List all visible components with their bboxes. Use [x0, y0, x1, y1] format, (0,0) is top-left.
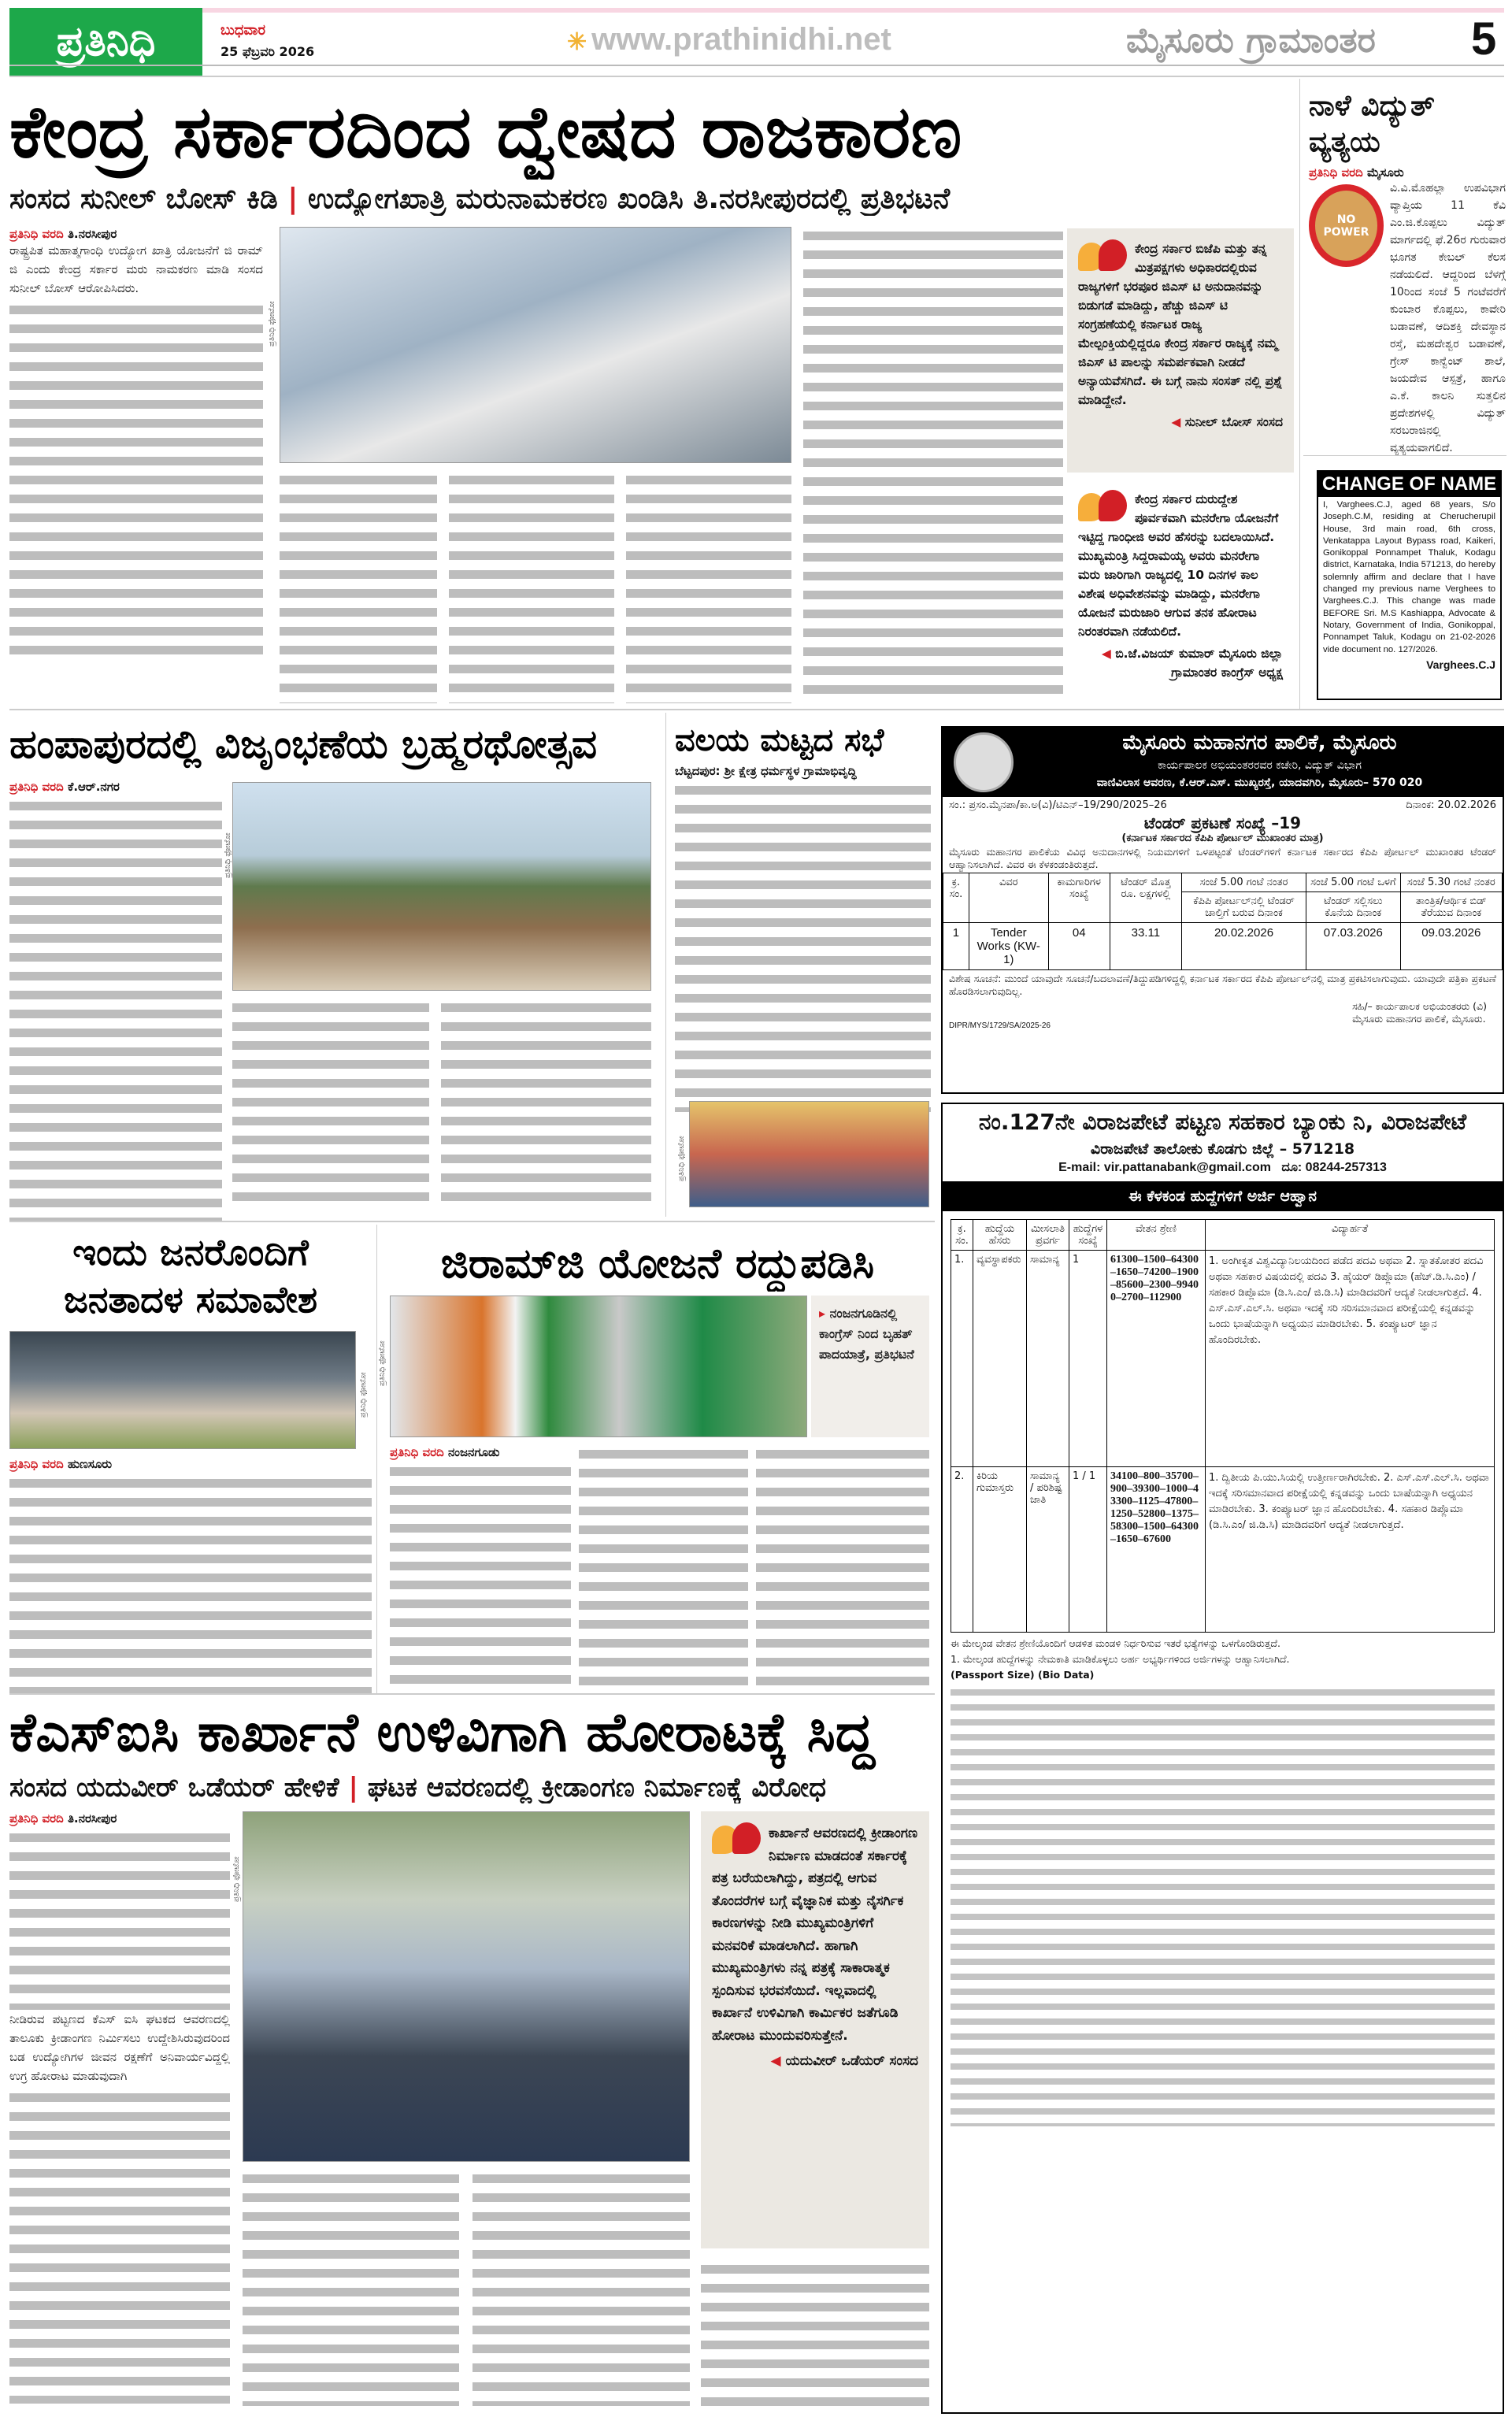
article-text-block [9, 1474, 372, 1695]
jds-article [9, 1457, 372, 1695]
th: ಸಂಜೆ 5.30 ಗಂಟೆ ನಂತರ [1400, 873, 1502, 892]
byline-place: ಕೆ.ಆರ್.ನಗರ [67, 780, 120, 794]
issue-date: 25 ಫೆಬ್ರವರಿ 2026 [220, 44, 315, 59]
th: ಕೆಪಿಪಿ ಪೋರ್ಟಲ್‌ನಲ್ಲಿ ಟೆಂಡರ್ ಚಾಲ್ತಿಗೆ ಬರುವ ದಿನಾಂಕ [1182, 892, 1306, 923]
cell: 04 [1048, 923, 1110, 970]
th: ತಾಂತ್ರಿಕ/ಆರ್ಥಿಕ ಬಿಡ್ ತೆರೆಯುವ ದಿನಾಂಕ [1400, 892, 1502, 923]
column-divider [376, 1225, 377, 1693]
signatory: ಸಹಿ/– ಕಾರ್ಯಪಾಲಕ ಅಭಿಯಂತರರು (ವಿ) [1352, 1000, 1487, 1012]
photo-credit: ಪ್ರತಿನಿಧಿ ಫೋಟೋ [359, 1372, 368, 1418]
quote-attribution: ◀ ಬಿ.ಜೆ.ವಿಜಯ್ ಕುಮಾರ್ ಮೈಸೂರು ಜಿಲ್ಲಾ ಗ್ರಾಮಾಂತರ ಕಾಂಗ್ರೆಸ್ ಅಧ್ಯಕ್ಷ [1078, 644, 1283, 682]
power-text: ವಿ.ವಿ.ಮೊಹಲ್ಲಾ ಉಪವಿಭಾಗ ವ್ಯಾಪ್ತಿಯ 11 ಕೆವಿ ಎಂ.ಜಿ.ಕೊಪ್ಪಲು ವಿದ್ಯುತ್ ಮಾರ್ಗದಲ್ಲಿ ಫೆ.26ರ ಗುರುವಾರ ಭೂಗತ ಕೇಬಲ್ ಕೆಲಸ ನಡೆಯಲಿದೆ. ಆದ್ದರಿಂದ ಬೆಳಗ್ಗೆ 10ರಿಂದ ಸಂಜೆ 5 ಗಂಟೆವರೆಗೆ ಕುಂಬಾರ ಕೊಪ್ಪಲು, ಕಾವೇರಿ ಬಡಾವಣೆ, ಆದಿಶಕ್ತಿ ದೇವಸ್ಥಾನ ರಸ್ತೆ, ಮಹದೇಶ್ವರ ಬಡಾವಣೆ, ಗ್ರೇಸ್ ಕಾನ್ವೆಂಟ್ ಶಾಲೆ, ಜಯದೇವ ಆಸ್ಪತ್ರೆ, ಹಾಗೂ ಎ.ಕೆ. ಕಾಲನಿ ಸುತ್ತಲಿನ ಪ್ರದೇಶಗಳಲ್ಲಿ ವಿದ್ಯುತ್ ಸರಬರಾಜಿನಲ್ಲಿ ವ್ಯತ್ಯಯವಾಗಲಿದೆ. [1390, 182, 1506, 454]
byline-tag: ಪ್ರತಿನಿಧಿ ವರದಿ [9, 1457, 64, 1471]
lead-photo-protest [280, 227, 791, 463]
article-text-block [390, 1462, 571, 1691]
star-icon: ✳ [567, 29, 587, 55]
tender-notice-ad [941, 726, 1504, 1094]
cell: 1 [1069, 1251, 1107, 1467]
cell: ಸಾಮಾನ್ಯ / ಪರಿಶಿಷ್ಟ ಜಾತಿ [1027, 1467, 1069, 1633]
th: ಸಂಜೆ 5.00 ಗಂಟೆ ಒಳಗೆ [1306, 873, 1400, 892]
tender-table [943, 873, 1503, 970]
byline-place: ಹುಣಸೂರು [67, 1457, 113, 1471]
bank-footer-intro: ಈ ಮೇಲ್ಕಂಡ ವೇತನ ಶ್ರೇಣಿಯೊಂದಿಗೆ ಆಡಳಿತ ಮಂಡಳಿ ನಿರ್ಧರಿಸುವ ಇತರೆ ಭತ್ಯೆಗಳನ್ನು ಒಳಗೊಂಡಿರುತ್ತದೆ. [951, 1637, 1280, 1649]
quote-box-sunil-bose [1067, 228, 1294, 473]
subhead-left: ಸಂಸದ ಸುನೀಲ್ ಬೋಸ್ ಕಿಡಿ [9, 183, 278, 215]
bank-footer-point: 1. ಮೇಲ್ಕಂಡ ಹುದ್ದೆಗಳನ್ನು ನೇಮಕಾತಿ ಮಾಡಿಕೊಳ್ಳಲು ಅರ್ಹ ಅಭ್ಯರ್ಥಿಗಳಿಂದ ಅರ್ಜಿಗಳನ್ನು ಆಹ್ವಾನಿಸಲಾಗಿದೆ. [951, 1653, 1290, 1665]
byline [9, 227, 263, 241]
th: ಕ್ರ. ಸಂ. [943, 873, 969, 923]
article-text-block [701, 2260, 929, 2406]
ksic-intro: ನೀಡಿರುವ ಪಟ್ಟಣದ ಕೆಎಸ್ ಐಸಿ ಘಟಕದ ಆವರಣದಲ್ಲಿ ತಾಲೂಕು ಕ್ರೀಡಾಂಗಣ ನಿರ್ಮಿಸಲು ಉದ್ದೇಶಿಸಿರುವುದರಿಂದ ಬಡ ಉದ್ಯೋಗಿಗಳ ಜೀವನ ರಕ್ಷಣೆಗೆ ಅನಿವಾರ್ಯವಿದ್ದಲ್ಲಿ ಉಗ್ರ ಹೋರಾಟ ಮಾಡುವುದಾಗಿ [9, 2012, 230, 2083]
byline-place: ತಿ.ನರಸೀಪುರ [67, 227, 117, 241]
th: ಟೆಂಡರ್ ಸಲ್ಲಿಸಲು ಕೊನೆಯ ದಿನಾಂಕ [1306, 892, 1400, 923]
photo-credit: ಪ್ರತಿನಿಧಿ ಫೋಟೋ [224, 832, 232, 878]
divider [1303, 455, 1506, 456]
bank-terms-text [951, 1685, 1495, 2126]
bank-address: ವಿರಾಜಪೇಟೆ ತಾಲೋಕು ಕೊಡಗು ಜಿಲ್ಲೆ – 571218 [1090, 1140, 1355, 1158]
valaya-intro: ಬೆಟ್ಟದಪುರ: ಶ್ರೀ ಕ್ಷೇತ್ರ ಧರ್ಮಸ್ಥಳ ಗ್ರಾಮಾಭಿವೃದ್ಧಿ [675, 764, 857, 778]
quote-attribution: ◀ ಸುನೀಲ್ ಬೋಸ್ ಸಂಸದ [1078, 413, 1283, 432]
quote-text: ಕಾರ್ಖಾನೆ ಆವರಣದಲ್ಲಿ ಕ್ರೀಡಾಂಗಣ ನಿರ್ಮಾಣ ಮಾಡದಂತೆ ಸರ್ಕಾರಕ್ಕೆ ಪತ್ರ ಬರೆಯಲಾಗಿದ್ದು, ಪತ್ರದಲ್ಲಿ ಆಗುವ ತೊಂದರೆಗಳ ಬಗ್ಗೆ ವೈಜ್ಞಾನಿಕ ಮತ್ತು ನೈಸರ್ಗಿಕ ಕಾರಣಗಳನ್ನು ನೀಡಿ ಮುಖ್ಯಮಂತ್ರಿಗಳಿಗೆ ಮನವರಿಕೆ ಮಾಡಲಾಗಿದೆ. ಹಾಗಾಗಿ ಮುಖ್ಯಮಂತ್ರಿಗಳು ನನ್ನ ಪತ್ರಕ್ಕೆ ಸಾಕಾರಾತ್ಮಕ ಸ್ಪಂದಿಸುವ ಭರವಸೆಯಿದೆ. ಇಲ್ಲವಾದಲ್ಲಿ ಕಾರ್ಖಾನೆ ಉಳಿವಿಗಾಗಿ ಕಾರ್ಮಿಕರ ಜತೆಗೂಡಿ ಹೋರಾಟ ಮುಂದುವರಿಸುತ್ತೇನೆ. [712, 1826, 917, 2044]
article-text-block [9, 301, 263, 663]
tender-title: ಟೆಂಡರ್ ಪ್ರಕಟಣೆ ಸಂಖ್ಯೆ –19 [1143, 814, 1302, 832]
jiramji-article [390, 1445, 571, 1691]
bio-data-label: (Bio Data) [1038, 1669, 1095, 1681]
cell: ಕಿರಿಯ ಗುಮಾಸ್ತರು [973, 1467, 1027, 1633]
th: ಸಂಜೆ 5.00 ಗಂಟೆ ನಂತರ [1182, 873, 1306, 892]
cell: ವ್ಯವಸ್ಥಾಪಕರು [973, 1251, 1027, 1467]
article-text-block [675, 781, 931, 1112]
th: ವಿವರ [969, 873, 1048, 923]
th: ಮೀಸಲಾತಿ ಪ್ರವರ್ಗ [1027, 1220, 1069, 1251]
weekday: ಬುಧವಾರ [220, 22, 265, 39]
tender-ref: ಸಂ.: ಪ್ರಸಂ.ಮೈನಪಾ/ಕಾ.ಅ(ವಿ)/ಟಿಎನ್–19/290/2025–26 [949, 799, 1167, 811]
byline-tag: ಪ್ರತಿನಿಧಿ ವರದಿ [9, 227, 64, 241]
cell: 09.03.2026 [1400, 923, 1502, 970]
table-row [951, 1251, 1495, 1467]
ad-title: CHANGE OF NAME [1318, 472, 1500, 497]
photo-credit: ಪ್ರತಿನಿಧಿ ಫೋಟೋ [232, 1856, 241, 1902]
lead-subheadline: ಸಂಸದ ಸುನೀಲ್ ಬೋಸ್ ಕಿಡಿ | ಉದ್ಯೋಗಖಾತ್ರಿ ಮರುನಾಮಕರಣ ಖಂಡಿಸಿ ತಿ.ನರಸೀಪುರದಲ್ಲಿ ಪ್ರತಿಭಟನೆ [9, 183, 951, 215]
tender-intro: ಮೈಸೂರು ಮಹಾನಗರ ಪಾಲಿಕೆಯ ವಿವಿಧ ಅನುದಾನಗಳಲ್ಲಿ ನಿಯಮಗಳಿಗೆ ಒಳಪಟ್ಟಂತೆ ಟೆಂಡರ್‌ಗಳಿಗೆ ಕರ್ನಾಟಕ ಸರ್ಕಾರದ ಕೆಪಿಪಿ ಪೋರ್ಟಲ್ ಮುಖಾಂತರ ಟೆಂಡರ್ ಆಹ್ವಾನಿಸಲಾಗಿದೆ. ವಿವರ ಈ ಕೆಳಕಂಡಂತಿರುತ್ತದೆ. [949, 846, 1496, 870]
dipr-code: DIPR/MYS/1729/SA/2025-26 [949, 1021, 1051, 1030]
hampapura-article [9, 780, 222, 1222]
article-text-block [472, 2170, 690, 2406]
cell: 20.02.2026 [1182, 923, 1306, 970]
article-text-block [579, 1445, 748, 1689]
ad-text: I, Varghees.C.J, aged 68 years, S/o Joseph.C.M, residing at Cherucherupil House, 3rd main road, 6th cross, Venkatappa Layout Bypass road, Kaikeri, Gonikoppal Ponnampet Thaluk, Kodagu district, Karnataka, India 571213, do hereby solemnly affirm and declare that I have changed my previous name Verghees to Varghees.C.J. This change was made BEFORE Sri. M.S Kashiappa, Advocate & Notary, Government of India, Gonikoppal, Ponnampet Taluk, Kodagu on 21-02-2026 vide document no. 127/2026. [1323, 500, 1495, 654]
article-text-block [441, 999, 651, 1207]
byline-place: ತಿ.ನರಸೀಪುರ [67, 1811, 117, 1826]
ad-signature: Varghees.C.J [1426, 658, 1495, 671]
th: ವೇತನ ಶ್ರೇಣಿ [1107, 1220, 1206, 1251]
table-row [951, 1467, 1495, 1633]
byline-place: ನಂಜನಗೂಡು [447, 1445, 500, 1459]
ksic-headline: ಕೆಎಸ್‌ಐಸಿ ಕಾರ್ಖಾನೆ ಉಳಿವಿಗಾಗಿ ಹೋರಾಟಕ್ಕೆ ಸಿದ್ಧ [9, 1702, 875, 1764]
vacancy-table [951, 1219, 1495, 1633]
article-text-block [243, 2170, 459, 2406]
th: ಕ್ರ. ಸಂ. [951, 1220, 973, 1251]
divider [9, 1693, 935, 1695]
article-text-block [9, 1829, 230, 2010]
quote-icon [712, 1822, 761, 1855]
th: ಕಾಮಗಾರಿಗಳ ಸಂಖ್ಯೆ [1048, 873, 1110, 923]
tender-org: ಮೈಸೂರು ಮಹಾನಗರ ಪಾಲಿಕೆ, ಮೈಸೂರು [1122, 731, 1397, 754]
article-text-block [756, 1445, 929, 1689]
subhead-left: ಸಂಸದ ಯದುವೀರ್ ಒಡೆಯರ್ ಹೇಳಿಕೆ [9, 1772, 339, 1803]
quote-box-yaduveer [701, 1811, 929, 2248]
hampapura-headline: ಹಂಪಾಪುರದಲ್ಲಿ ವಿಜೃಂಭಣೆಯ ಬ್ರಹ್ಮರಥೋತ್ಸವ [9, 721, 598, 767]
bank-phone: ದೂ: 08244-257313 [1281, 1161, 1387, 1174]
article-text-block [626, 471, 791, 703]
tender-note: ವಿಶೇಷ ಸೂಚನೆ: ಮುಂದೆ ಯಾವುದೇ ಸೂಚನೆ/ಬದಲಾವಣೆ/ತಿದ್ದುಪಡಿಗಳಿದ್ದಲ್ಲಿ ಕರ್ನಾಟಕ ಸರ್ಕಾರದ ಕೆಪಿಪಿ ಪೋರ್ಟಲ್‌ನಲ್ಲಿ ಮಾತ್ರ ಪ್ರಕಟಿಸಲಾಗುವುದು. ಯಾವುದೇ ಪತ್ರಿಕಾ ಪ್ರಕಟಣೆ ಹೊರಡಿಸಲಾಗುವುದಿಲ್ಲ. [949, 973, 1496, 997]
power-cut-story [1309, 88, 1506, 457]
cell: 61300–1500–64300–1650–74200–1900–85600–2300–99400–2700–112900 [1107, 1251, 1206, 1467]
column-divider [665, 713, 666, 1217]
cell: 1. ಅಂಗೀಕೃತ ವಿಶ್ವವಿದ್ಯಾನಿಲಯದಿಂದ ಪಡೆದ ಪದವಿ ಅಥವಾ 2. ಸ್ನಾತಕೋತರ ಪದವಿ ಅಥವಾ ಸಹಕಾರ ವಿಷಯದಲ್ಲಿ ಪದವಿ 3. ಹೈಯರ್ ಡಿಪ್ಲೊಮಾ (ಹೆಚ್.ಡಿ.ಸಿ.ಎಂ) /ಸಹಕಾರ ಡಿಪ್ಲೊಮಾ (ಡಿ.ಸಿ.ಎಂ/ ಜಿ.ಡಿ.ಸಿ) ಮಾಡಿದವರಿಗೆ ಆದ್ಯತೆ ನೀಡಲಾಗುತ್ತದೆ. 4. ಎಸ್.ಎಸ್.ಎಲ್.ಸಿ. ಅಥವಾ ಇದಕ್ಕೆ ಸರಿ ಸರಿಸಮಾನವಾದ ಪರೀಕ್ಷೆಯಲ್ಲಿ ಕನ್ನಡವನ್ನು ಒಂದು ಭಾಷೆಯನ್ನಾಗಿ ಅಧ್ಯಯನ ಮಾಡಿರಬೇಕು. 5. ಕಂಪ್ಯೂಟರ್ ಜ್ಞಾನ ಹೊಂದಿರಬೇಕು. [1206, 1251, 1495, 1467]
divider [9, 709, 1504, 710]
article-text-block [280, 471, 437, 703]
column-divider [1299, 79, 1300, 709]
passport-size-label: (Passport Size) [951, 1669, 1035, 1681]
divider [9, 76, 1504, 77]
quote-attribution: ◀ ಯದುವೀರ್ ಒಡೆಯರ್ ಸಂಸದ [712, 2050, 918, 2073]
cell: 33.11 [1110, 923, 1181, 970]
jds-photo [9, 1331, 356, 1449]
cell: 34100–800–35700–900–39300–1000–43300–1125–47800–1250–52800–1375–58300–1500–64300–1650–67600 [1107, 1467, 1206, 1633]
byline-tag: ಪ್ರತಿನಿಧಿ ವರದಿ [390, 1445, 444, 1459]
article-text-block [9, 797, 222, 1222]
bank-recruitment-ad [941, 1103, 1504, 2414]
section-title: ಮೈಸೂರು ಗ್ರಾಮಾಂತರ [1126, 20, 1376, 61]
cell: 1. [951, 1251, 973, 1467]
byline-place: ಮೈಸೂರು [1366, 165, 1404, 180]
photo-credit: ಪ್ರತಿನಿಧಿ ಫೋಟೋ [677, 1136, 686, 1181]
nanjangud-sidebar [811, 1296, 929, 1437]
cell: 1. ದ್ವಿತೀಯ ಪಿ.ಯು.ಸಿಯಲ್ಲಿ ಉತ್ತೀರ್ಣರಾಗಿರಬೇಕು. 2. ಎಸ್.ಎಸ್.ಎಲ್.ಸಿ. ಅಥವಾ ಇದಕ್ಕೆ ಸರಿಸಮಾನವಾದ ಪರೀಕ್ಷೆಯಲ್ಲಿ ಕನ್ನಡವನ್ನು ಒಂದು ಬಾಷೆಯನ್ನಾಗಿ ಅಧ್ಯಯನ ಮಾಡಿರಬೇಕು. 3. ಕಂಪ್ಯೂಟರ್ ಜ್ಞಾನ ಹೊಂದಿರಬೇಕು. 4. ಸಹಕಾರ ಡಿಪ್ಲೊಮಾ (ಡಿ.ಸಿ.ಎಂ/ ಜಿ.ಡಿ.ಸಿ) ಮಾಡಿದವರಿಗೆ ಆದ್ಯತೆ ನೀಡಲಾಗುತ್ತದೆ. [1206, 1467, 1495, 1633]
triangle-icon: ▸ [819, 1306, 830, 1321]
byline-tag: ಪ್ರತಿನಿಧಿ ವರದಿ [9, 780, 64, 794]
th: ಹುದ್ದೆಯ ಹೆಸರು [973, 1220, 1027, 1251]
no-power-image: NO POWER [1309, 184, 1384, 267]
cell: 1 / 1 [1069, 1467, 1107, 1633]
quote-icon [1078, 239, 1127, 272]
subhead-right: ಘಟಕ ಆವರಣದಲ್ಲಿ ಕ್ರೀಡಾಂಗಣ ನಿರ್ಮಾಣಕ್ಕೆ ವಿರೋಧ [367, 1772, 827, 1803]
table-row [943, 923, 1503, 970]
signatory-org: ಮೈಸೂರು ಮಹಾನಗರ ಪಾಲಿಕೆ, ಮೈಸೂರು. [1352, 1013, 1486, 1025]
newspaper-logo: ಪ್ರತಿನಿಧಿ [9, 8, 202, 76]
quote-icon [1078, 490, 1127, 523]
subhead-right: ಉದ್ಯೋಗಖಾತ್ರಿ ಮರುನಾಮಕರಣ ಖಂಡಿಸಿ ತಿ.ನರಸೀಪುರದಲ್ಲಿ ಪ್ರತಿಭಟನೆ [307, 183, 951, 215]
power-headline: ನಾಳೆ ವಿದ್ಯುತ್ ವ್ಯತ್ಯಯ [1309, 90, 1435, 158]
masthead-stripe [55, 8, 1504, 13]
padayatra-photo [390, 1296, 807, 1437]
quote-text: ಕೇಂದ್ರ ಸರ್ಕಾರ ದುರುದ್ದೇಶ ಪೂರ್ವಕವಾಗಿ ಮನರೇಗಾ ಯೋಜನೆಗೆ ಇಟ್ಟಿದ್ದ ಗಾಂಧೀಜಿ ಅವರ ಹೆಸರನ್ನು ಬದಲಾಯಿಸಿದೆ. ಮುಖ್ಯಮಂತ್ರಿ ಸಿದ್ದರಾಮಯ್ಯ ಅವರು ಮನರೇಗಾ ಮರು ಜಾರಿಗಾಗಿ ರಾಜ್ಯದಲ್ಲಿ 10 ದಿನಗಳ ಕಾಲ ವಿಶೇಷ ಅಧಿವೇಶನವನ್ನು ಮಾಡಿದ್ದು, ಮನರೇಗಾ ಯೋಜನೆ ಮರುಜಾರಿ ಆಗುವ ತನಕ ಹೋರಾಟ ನಿರಂತರವಾಗಿ ನಡೆಯಲಿದೆ. [1078, 492, 1279, 639]
tender-address: ವಾಣಿವಿಲಾಸ ಆವರಣ, ಕೆ.ಆರ್.ಎಸ್. ಮುಖ್ಯರಸ್ತೆ, ಯಾದವಗಿರಿ, ಮೈಸೂರು– 570 020 [1096, 777, 1423, 789]
article-text-block [803, 227, 1063, 703]
bank-email[interactable]: E-mail: vir.pattanabank@gmail.com [1058, 1161, 1272, 1174]
th: ವಿದ್ಯಾರ್ಹತೆ [1206, 1220, 1495, 1251]
bank-banner: ಈ ಕೆಳಕಂಡ ಹುದ್ದೆಗಳಿಗೆ ಅರ್ಜಿ ಆಹ್ವಾನ [943, 1181, 1503, 1211]
website-link[interactable] [567, 22, 891, 57]
divider [9, 65, 1504, 66]
valaya-headline: ವಲಯ ಮಟ್ಟದ ಸಭೆ [675, 722, 884, 758]
lead-article-col1 [9, 227, 263, 663]
ksic-protest-photo [243, 1811, 690, 2162]
tender-office: ಕಾರ್ಯಪಾಲಕ ಅಭಿಯಂತರರವರ ಕಚೇರಿ, ವಿದ್ಯುತ್ ವಿಭಾಗ [1158, 759, 1362, 772]
ksic-article [9, 1811, 230, 2404]
valaya-article [675, 764, 931, 1112]
page-number: 5 [1471, 13, 1497, 65]
quote-box-vijay-kumar [1067, 479, 1294, 703]
th: ಹುದ್ದೆಗಳ ಸಂಖ್ಯೆ [1069, 1220, 1107, 1251]
jiramji-headline: ಜಿರಾಮ್‌ಜಿ ಯೋಜನೆ ರದ್ದುಪಡಿಸಿ [440, 1240, 875, 1288]
lead-intro: ರಾಷ್ಟ್ರಪಿತ ಮಹಾತ್ಮಗಾಂಧಿ ಉದ್ಯೋಗ ಖಾತ್ರಿ ಯೋಜನೆಗೆ ಜಿ ರಾಮ್ ಜಿ ಎಂದು ಕೇಂದ್ರ ಸರ್ಕಾರ ಮರು ನಾಮಕರಣ ಮಾಡಿ ಸಂಸದ ಸುನೀಲ್ ಬೋಸ್ ಆರೋಪಿಸಿದರು. [9, 243, 263, 295]
meeting-photo [689, 1101, 929, 1207]
cell: 1 [943, 923, 969, 970]
cell: 07.03.2026 [1306, 923, 1400, 970]
cell: ಸಾಮಾನ್ಯ [1027, 1251, 1069, 1467]
divider [9, 1221, 935, 1222]
ksic-subheadline: ಸಂಸದ ಯದುವೀರ್ ಒಡೆಯರ್ ಹೇಳಿಕೆ | ಘಟಕ ಆವರಣದಲ್ಲಿ ಕ್ರೀಡಾಂಗಣ ನಿರ್ಮಾಣಕ್ಕೆ ವಿರೋಧ [9, 1772, 827, 1803]
bank-name: ನಂ.127ನೇ ವಿರಾಜಪೇಟೆ ಪಟ್ಟಣ ಸಹಕಾರ ಬ್ಯಾಂಕು ನಿ, ವಿರಾಜಪೇಟೆ [978, 1109, 1467, 1135]
website-text: www.prathinidhi.net [591, 22, 891, 57]
cell: Tender Works (KW-1) [969, 923, 1048, 970]
byline-tag: ಪ್ರತಿನಿಧಿ ವರದಿ [9, 1811, 64, 1826]
quote-text: ಕೇಂದ್ರ ಸರ್ಕಾರ ಬಿಜೆಪಿ ಮತ್ತು ತನ್ನ ಮಿತ್ರಪಕ್ಷಗಳು ಅಧಿಕಾರದಲ್ಲಿರುವ ರಾಜ್ಯಗಳಿಗೆ ಭರಪೂರ ಜಿಎಸ್ ಟಿ ಅನುದಾನವನ್ನು ಬಿಡುಗಡೆ ಮಾಡಿದ್ದು, ಹೆಚ್ಚು ಜಿಎಸ್ ಟಿ ಸಂಗ್ರಹಣೆಯಲ್ಲಿ ಕರ್ನಾಟಕ ರಾಜ್ಯ ಮೇಲ್ಪಂಕ್ತಿಯಲ್ಲಿದ್ದರೂ ಕೇಂದ್ರ ಸರ್ಕಾರ ರಾಜ್ಯಕ್ಕೆ ನಮ್ಮ ಜಿಎಸ್ ಟಿ ಪಾಲನ್ನು ಸಮರ್ಪಕವಾಗಿ ನೀಡದೆ ಅನ್ಯಾಯವೆಸಗಿದೆ. ಈ ಬಗ್ಗೆ ನಾನು ಸಂಸತ್ ನಲ್ಲಿ ಪ್ರಶ್ನೆ ಮಾಡಿದ್ದೇನೆ. [1078, 242, 1283, 407]
th: ಟೆಂಡರ್ ಮೊತ್ತ ರೂ. ಲಕ್ಷಗಳಲ್ಲಿ [1110, 873, 1181, 923]
corporation-emblem-icon [954, 732, 1014, 792]
tender-date: ದಿನಾಂಕ: 20.02.2026 [1406, 799, 1496, 811]
chariot-festival-photo [232, 782, 651, 991]
change-of-name-ad [1317, 470, 1502, 700]
tender-subtitle: (ಕರ್ನಾಟಕ ಸರ್ಕಾರದ ಕೆಪಿಪಿ ಪೋರ್ಟಲ್ ಮುಖಾಂತರ ಮಾತ್ರ) [1121, 832, 1324, 844]
sidebar-text: ನಂಜನಗೂಡಿನಲ್ಲಿ ಕಾಂಗ್ರೆಸ್ ನಿಂದ ಬೃಹತ್ ಪಾದಯಾತ್ರೆ, ಪ್ರತಿಭಟನೆ [819, 1306, 914, 1362]
tender-header [943, 728, 1503, 797]
photo-credit: ಪ್ರತಿನಿಧಿ ಫೋಟೋ [268, 301, 276, 347]
cell: 2. [951, 1467, 973, 1633]
byline-tag: ಪ್ರತಿನಿಧಿ ವರದಿ [1309, 165, 1363, 180]
lead-headline: ಕೇಂದ್ರ ಸರ್ಕಾರದಿಂದ ದ್ವೇಷದ ರಾಜಕಾರಣ [9, 90, 962, 174]
article-text-block [9, 2089, 230, 2404]
photo-credit: ಪ್ರತಿನಿಧಿ ಫೋಟೋ [378, 1340, 387, 1386]
jds-headline: ಇಂದು ಜನರೊಂದಿಗೆ ಜನತಾದಳ ಸಮಾವೇಶ [63, 1231, 318, 1321]
article-text-block [449, 471, 614, 703]
article-text-block [232, 999, 429, 1207]
